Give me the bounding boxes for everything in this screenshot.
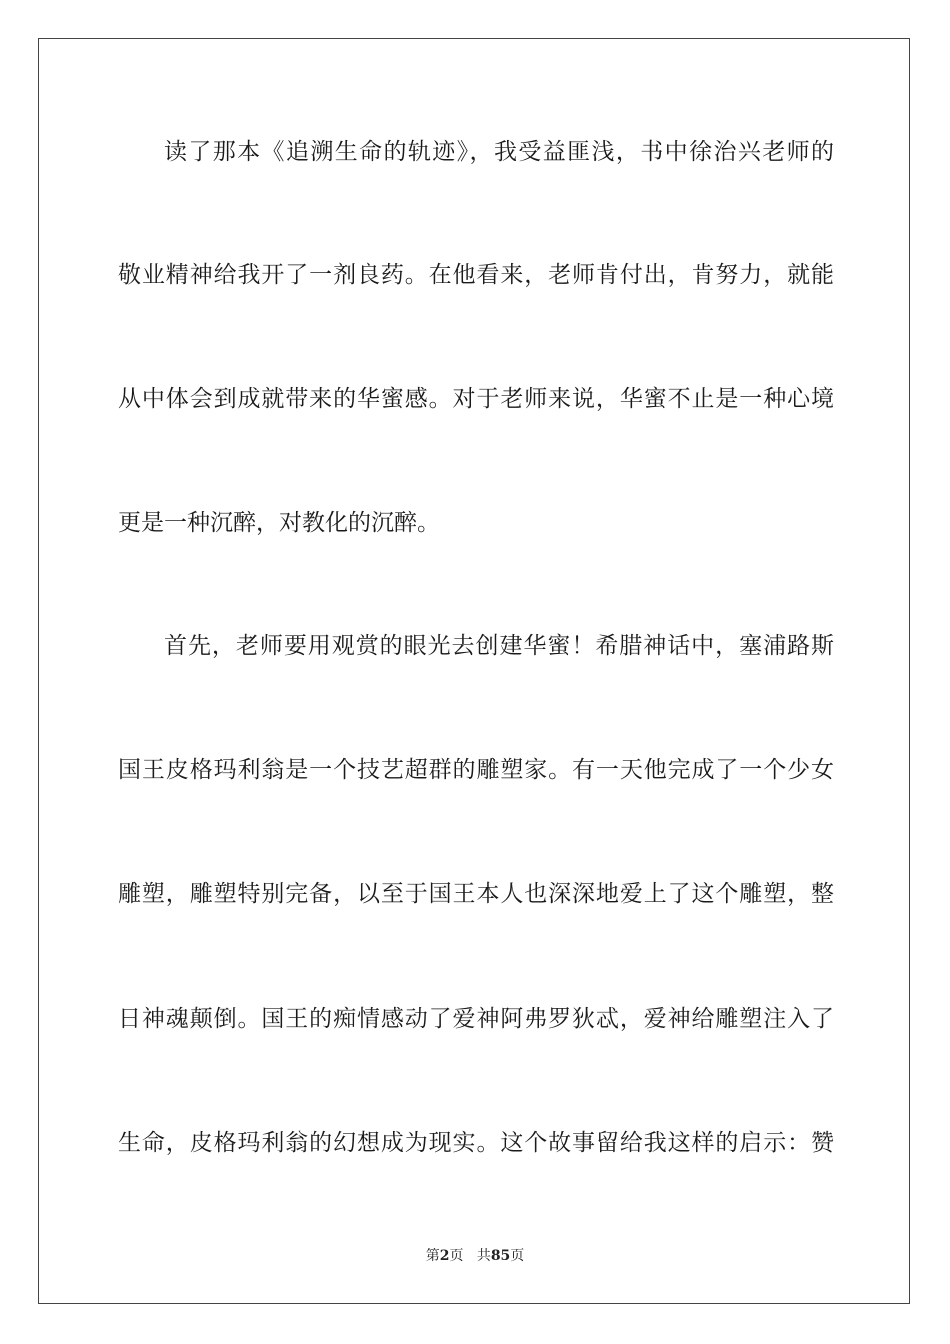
page-footer [0, 1247, 950, 1265]
page-suffix: 页 [449, 1248, 464, 1264]
total-pages: 85 [490, 1248, 511, 1264]
paragraph-line: 雕塑，雕塑特别完备，以至于国王本人也深深地爱上了这个雕塑，整 [118, 881, 834, 907]
paragraph-line: 首先，老师要用观赏的眼光去创建华蜜！希腊神话中，塞浦路斯 [164, 633, 834, 659]
paragraph-line: 国王皮格玛利翁是一个技艺超群的雕塑家。有一天他完成了一个少女 [118, 757, 834, 783]
page-prefix: 第 [425, 1248, 440, 1264]
paragraph-line: 更是一种沉醉，对教化的沉醉。 [118, 510, 440, 536]
paragraph-line: 读了那本《追溯生命的轨迹》，我受益匪浅，书中徐治兴老师的 [164, 139, 834, 165]
total-suffix: 页 [510, 1248, 525, 1264]
page-border [38, 38, 910, 1304]
page-number: 2 [439, 1248, 450, 1264]
paragraph-line: 日神魂颠倒。国王的痴情感动了爱神阿弗罗狄忒，爱神给雕塑注入了 [118, 1006, 834, 1032]
paragraph-line: 生命，皮格玛利翁的幻想成为现实。这个故事留给我这样的启示：赞 [118, 1130, 834, 1156]
total-prefix: 共 [476, 1248, 491, 1264]
paragraph-line: 敬业精神给我开了一剂良药。在他看来，老师肯付出，肯努力，就能 [118, 262, 834, 288]
paragraph-line: 从中体会到成就带来的华蜜感。对于老师来说，华蜜不止是一种心境 [118, 386, 834, 412]
